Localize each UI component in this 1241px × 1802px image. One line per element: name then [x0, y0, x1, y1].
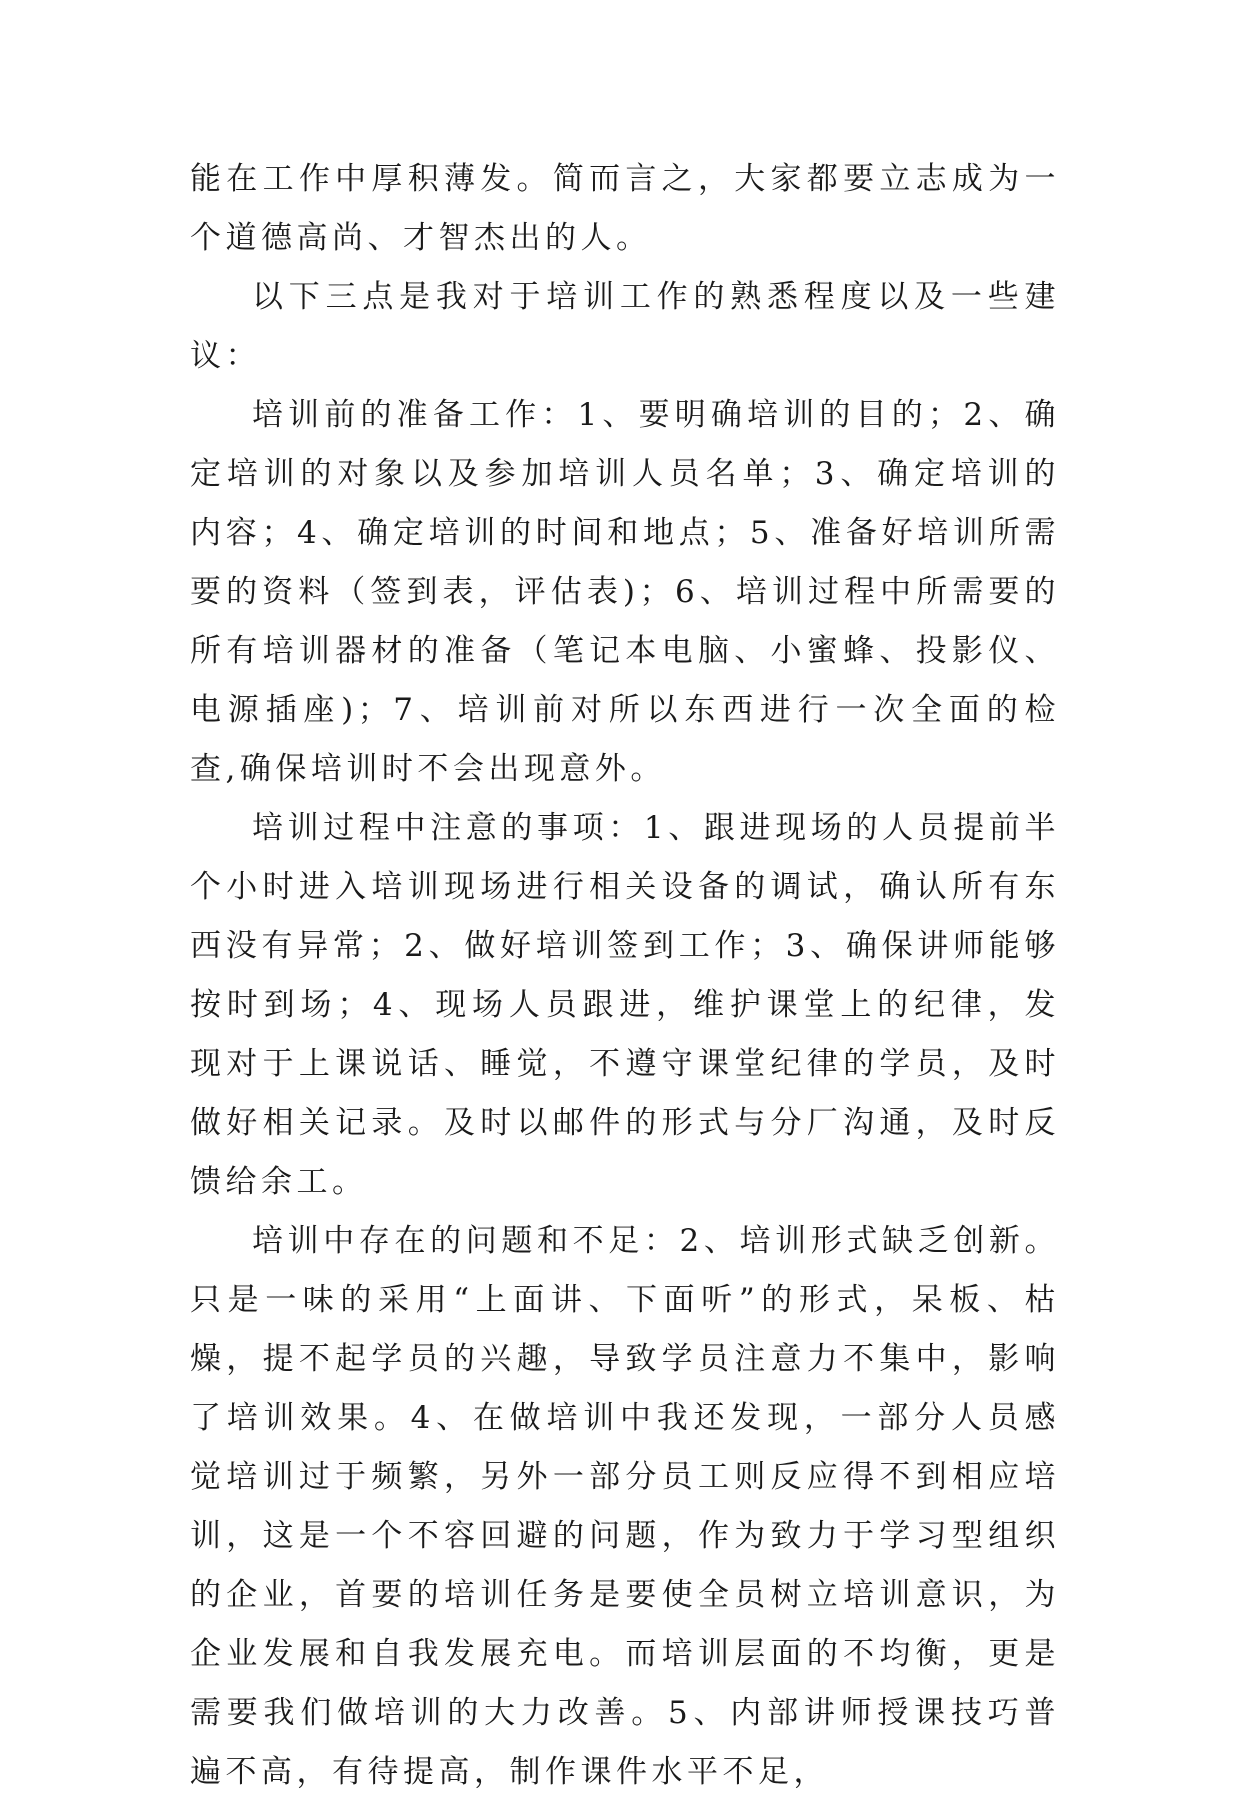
paragraph-1: 能在工作中厚积薄发。简而言之，大家都要立志成为一个道德高尚、才智杰出的人。 — [190, 161, 1060, 256]
document-body — [190, 150, 1060, 1802]
paragraph-4: 培训过程中注意的事项：1、跟进现场的人员提前半个小时进入培训现场进行相关设备的调试，确认所有东西没有异常；2、做好培训签到工作；3、确保讲师能够按时到场；4、现场人员跟进，维护课堂上的纪律，发现对于上课说话、睡觉，不遵守课堂纪律的学员，及时做好相关记录。及时以邮件的形式与分厂沟通，及时反馈给余工。 — [190, 810, 1060, 1200]
paragraph-2: 以下三点是我对于培训工作的熟悉程度以及一些建议： — [190, 279, 1060, 374]
paragraph-3: 培训前的准备工作：1、要明确培训的目的；2、确定培训的对象以及参加培训人员名单；3、确定培训的内容；4、确定培训的时间和地点；5、准备好培训所需要的资料（签到表，评估表)；6、培训过程中所需要的所有培训器材的准备（笔记本电脑、小蜜蜂、投影仪、电源插座)；7、培训前对所以东西进行一次全面的检查,确保培训时不会出现意外。 — [190, 397, 1060, 787]
paragraph-5: 培训中存在的问题和不足：2、培训形式缺乏创新。只是一味的采用“上面讲、下面听”的形式，呆板、枯燥，提不起学员的兴趣，导致学员注意力不集中，影响了培训效果。4、在做培训中我还发现，一部分人员感觉培训过于频繁，另外一部分员工则反应得不到相应培训，这是一个不容回避的问题，作为致力于学习型组织的企业，首要的培训任务是要使全员树立培训意识，为企业发展和自我发展充电。而培训层面的不均衡，更是需要我们做培训的大力改善。5、内部讲师授课技巧普遍不高，有待提高，制作课件水平不足， — [190, 1223, 1060, 1790]
